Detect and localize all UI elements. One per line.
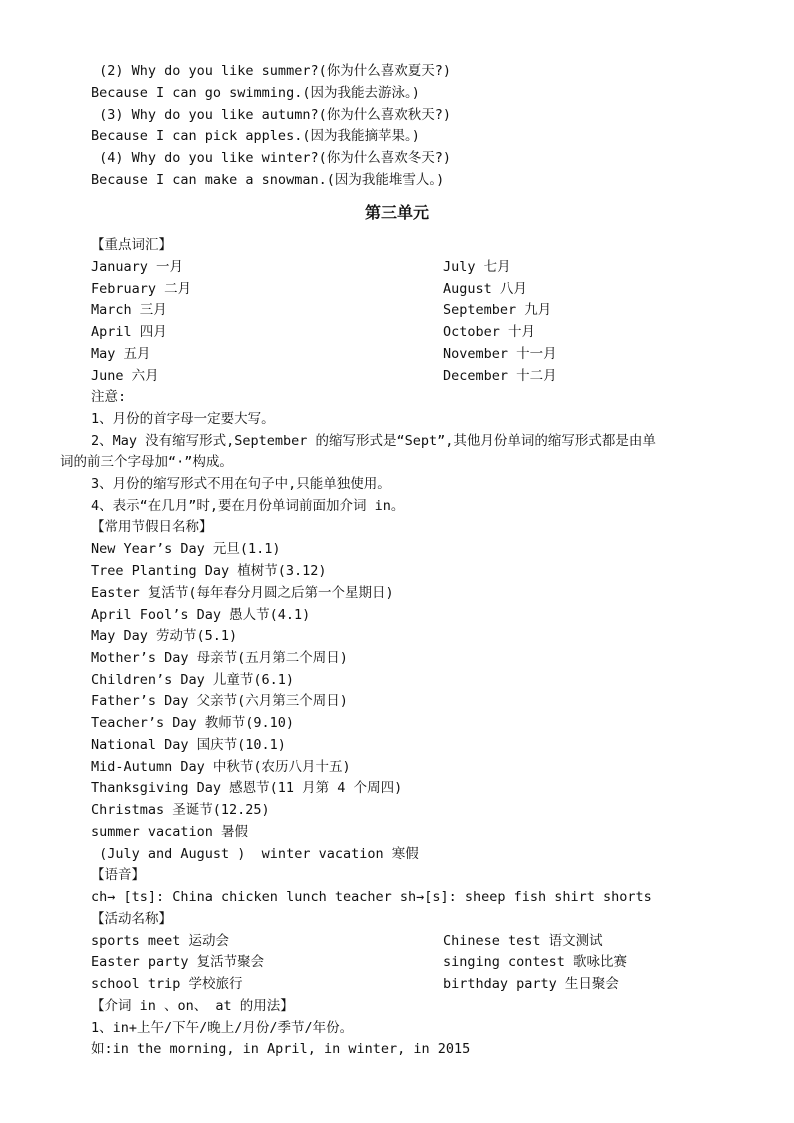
preposition-item: 如:in the morning, in April, in winter, in 2015 — [91, 1041, 471, 1057]
note-item: 4、表示“在几月”时,要在月份单词前面加介词 in。 — [91, 498, 405, 514]
qa-line: (4) Why do you like winter?(你为什么喜欢冬天?) — [91, 150, 451, 166]
holiday-item: Children’s Day 儿童节(6.1) — [91, 672, 295, 688]
activity-item: sports meet 运动会 — [91, 933, 230, 949]
holiday-item: April Fool’s Day 愚人节(4.1) — [91, 607, 311, 623]
activity-item: Easter party 复活节聚会 — [91, 954, 265, 970]
holiday-item: Father’s Day 父亲节(六月第三个周日) — [91, 693, 348, 709]
holiday-item: National Day 国庆节(10.1) — [91, 737, 286, 753]
vocab-item: February 二月 — [91, 281, 192, 297]
holiday-item: (July and August ) winter vacation 寒假 — [91, 846, 419, 862]
section-heading: 【活动名称】 — [91, 911, 172, 927]
holiday-item: Thanksgiving Day 感恩节(11 月第 4 个周四) — [91, 780, 403, 796]
holiday-item: Mother’s Day 母亲节(五月第二个周日) — [91, 650, 348, 666]
qa-line: (3) Why do you like autumn?(你为什么喜欢秋天?) — [91, 107, 451, 123]
note-item: 词的前三个字母加“·”构成。 — [60, 454, 233, 470]
vocab-item: December 十二月 — [443, 368, 557, 384]
qa-line: (2) Why do you like summer?(你为什么喜欢夏天?) — [91, 63, 451, 79]
vocab-item: June 六月 — [91, 368, 159, 384]
phonics-line: ch→ [ts]: China chicken lunch teacher sh→[s]: sheep fish shirt shorts — [91, 889, 652, 905]
section-heading: 【重点词汇】 — [91, 237, 172, 253]
holiday-item: Easter 复活节(每年春分月圆之后第一个星期日) — [91, 585, 394, 601]
activity-item: Chinese test 语文测试 — [443, 933, 603, 949]
vocab-item: September 九月 — [443, 302, 552, 318]
note-item: 3、月份的缩写形式不用在句子中,只能单独使用。 — [91, 476, 391, 492]
qa-line: Because I can pick apples.(因为我能摘苹果。) — [91, 128, 420, 144]
vocab-item: October 十月 — [443, 324, 536, 340]
holiday-item: Christmas 圣诞节(12.25) — [91, 802, 270, 818]
section-heading: 【语音】 — [91, 867, 145, 883]
vocab-item: May 五月 — [91, 346, 151, 362]
activity-item: singing contest 歌咏比赛 — [443, 954, 628, 970]
section-heading: 【介词 in 、on、 at 的用法】 — [91, 998, 294, 1014]
vocab-item: January 一月 — [91, 259, 184, 275]
section-heading: 【常用节假日名称】 — [91, 519, 213, 535]
activity-item: school trip 学校旅行 — [91, 976, 243, 992]
holiday-item: Tree Planting Day 植树节(3.12) — [91, 563, 327, 579]
vocab-item: November 十一月 — [443, 346, 557, 362]
qa-line: Because I can go swimming.(因为我能去游泳。) — [91, 85, 420, 101]
holiday-item: New Year’s Day 元旦(1.1) — [91, 541, 281, 557]
vocab-item: July 七月 — [443, 259, 511, 275]
notes-heading: 注意: — [91, 389, 127, 405]
qa-line: Because I can make a snowman.(因为我能堆雪人。) — [91, 172, 445, 188]
vocab-item: April 四月 — [91, 324, 167, 340]
holiday-item: summer vacation 暑假 — [91, 824, 249, 840]
holiday-item: Teacher’s Day 教师节(9.10) — [91, 715, 295, 731]
unit-title: 第三单元 — [364, 203, 429, 222]
holiday-item: May Day 劳动节(5.1) — [91, 628, 238, 644]
note-item: 2、May 没有缩写形式,September 的缩写形式是“Sept”,其他月份单词的缩写形式都是由单 — [91, 433, 656, 449]
note-item: 1、月份的首字母一定要大写。 — [91, 411, 275, 427]
holiday-item: Mid-Autumn Day 中秋节(农历八月十五) — [91, 759, 351, 775]
preposition-item: 1、in+上午/下午/晚上/月份/季节/年份。 — [91, 1020, 354, 1036]
activity-item: birthday party 生日聚会 — [443, 976, 619, 992]
vocab-item: August 八月 — [443, 281, 527, 297]
vocab-item: March 三月 — [91, 302, 167, 318]
